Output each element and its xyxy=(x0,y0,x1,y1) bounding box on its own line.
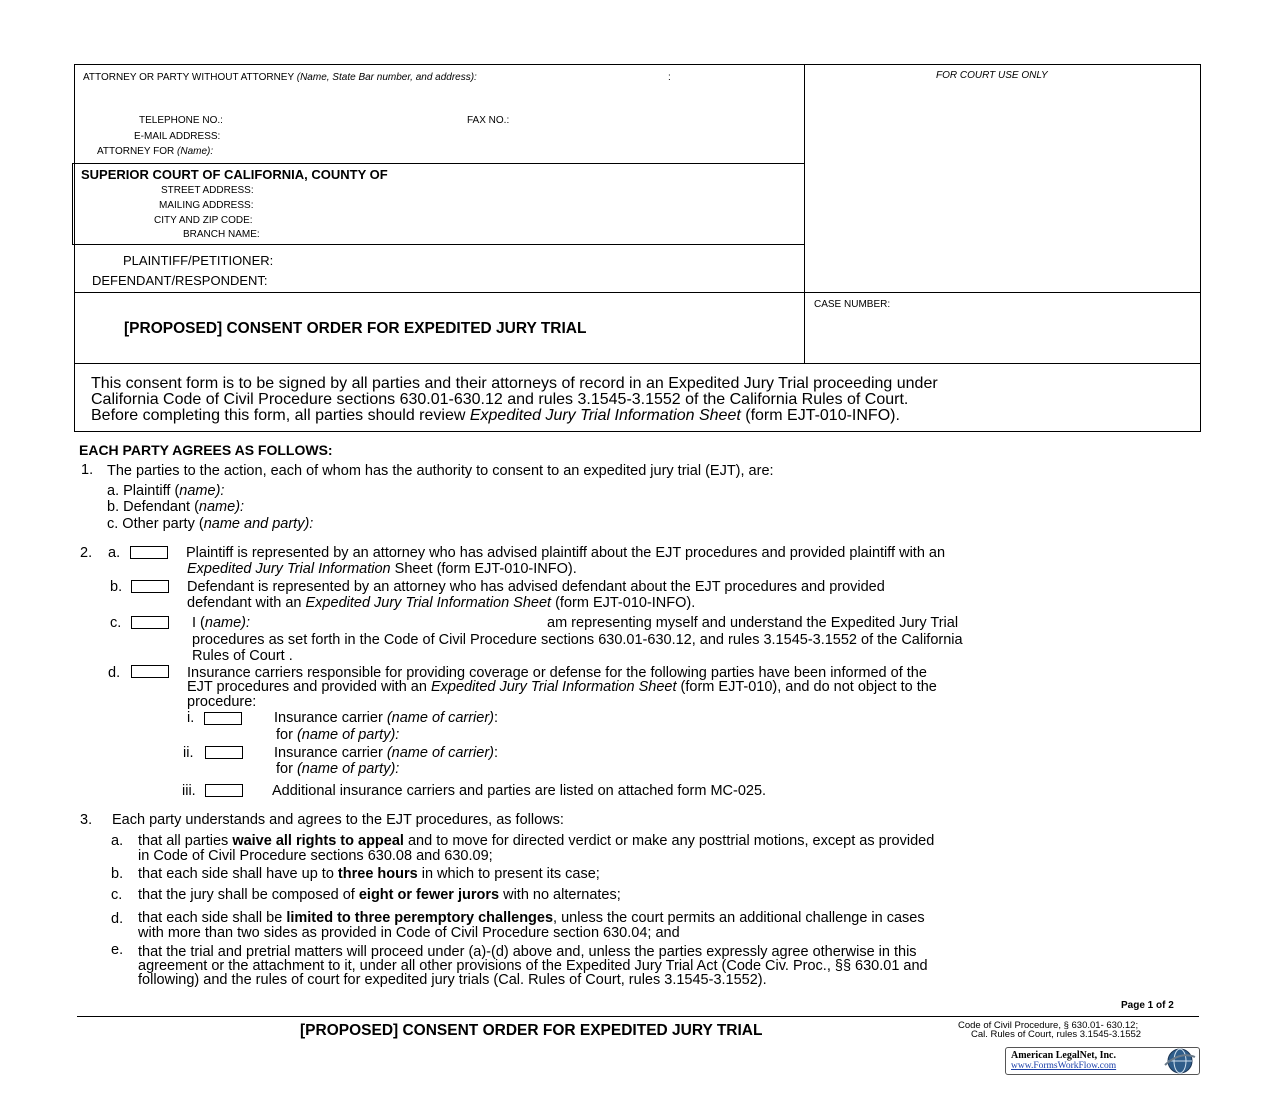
item2b-line-1: Defendant is represented by an attorney who has advised defendant about the EJT procedures and provided xyxy=(187,579,885,595)
item2d-i-checkbox[interactable] xyxy=(204,712,242,725)
footer-cite-1: Code of Civil Procedure, § 630.01- 630.12; xyxy=(958,1020,1139,1031)
agrees-heading: EACH PARTY AGREES AS FOLLOWS: xyxy=(79,442,333,458)
court-use-label: FOR COURT USE ONLY xyxy=(936,70,1048,81)
item3a-line-2: in Code of Civil Procedure sections 630.08 and 630.09; xyxy=(138,848,493,864)
item2d-checkbox[interactable] xyxy=(131,665,169,678)
item3e-line-3: following) and the rules of court for expedited jury trials (Cal. Rules of Court, rules 3.1545-3.1552). xyxy=(138,972,767,988)
item2c-line-1-name: I (name): xyxy=(192,615,251,631)
item2c-line-1: am representing myself and understand the Expedited Jury Trial xyxy=(547,615,959,631)
item3d-line-2: with more than two sides as provided in Code of Civil Procedure section 630.04; and xyxy=(138,925,680,941)
court-divider xyxy=(72,244,805,245)
item2c-line-3: Rules of Court . xyxy=(192,648,293,664)
item2-number: 2. xyxy=(80,545,93,561)
item2d-i-carrier: Insurance carrier (name of carrier): xyxy=(274,710,499,726)
item3-number: 3. xyxy=(80,812,93,828)
item3a-letter: a. xyxy=(111,833,124,849)
item1-plaintiff: a. Plaintiff (name): xyxy=(107,483,225,499)
item3e-letter: e. xyxy=(111,942,124,958)
item2c-line-2: procedures as set forth in the Code of Civil Procedure sections 630.01-630.12, and rules 3.1545-3.1552 of the California xyxy=(192,632,963,648)
item2c-letter: c. xyxy=(110,615,122,631)
item3c-letter: c. xyxy=(111,887,123,903)
city-zip-label: CITY AND ZIP CODE: xyxy=(154,215,253,226)
item2d-ii-checkbox[interactable] xyxy=(205,746,243,759)
branch-name-label: BRANCH NAME: xyxy=(183,229,260,240)
parties-divider xyxy=(74,292,1201,293)
item2a-letter: a. xyxy=(108,545,121,561)
case-number-label: CASE NUMBER: xyxy=(814,299,891,310)
telephone-label: TELEPHONE NO.: xyxy=(139,115,223,126)
email-label: E-MAIL ADDRESS: xyxy=(134,131,221,142)
item2a-line-2: Expedited Jury Trial Information Sheet (form EJT-010-INFO). xyxy=(187,561,577,577)
item2a-line-1: Plaintiff is represented by an attorney who has advised plaintiff about the EJT procedures and provided plaintiff with an xyxy=(186,545,946,561)
item3e-line-2: agreement or the attachment to it, under all other provisions of the Expedited Jury Trial Act (Code Civ. Proc., §§ 630.01 and xyxy=(138,958,928,974)
globe-icon xyxy=(1162,1046,1198,1076)
item2a-checkbox[interactable] xyxy=(130,546,168,559)
item2d-line-2: EJT procedures and provided with an Expedited Jury Trial Information Sheet (form EJT-010), and do not object to the xyxy=(187,679,937,695)
item2d-iii-text: Additional insurance carriers and parties are listed on attached form MC-025. xyxy=(272,783,767,799)
attorney-divider xyxy=(72,163,805,164)
court-name-label: SUPERIOR COURT OF CALIFORNIA, COUNTY OF xyxy=(81,167,388,182)
attorney-colon: : xyxy=(668,72,671,83)
item1-defendant: b. Defendant (name): xyxy=(107,499,245,515)
caption-divider xyxy=(804,64,805,364)
item3a-line-1: that all parties waive all rights to appeal and to move for directed verdict or make any posttrial motions, except as provided xyxy=(138,833,935,849)
item2d-iii-checkbox[interactable] xyxy=(205,784,243,797)
fax-label: FAX NO.: xyxy=(467,115,510,126)
item2d-iii-number: iii. xyxy=(182,783,196,799)
item3b-letter: b. xyxy=(111,866,124,882)
brand-name: American LegalNet, Inc. xyxy=(1011,1050,1116,1061)
item2b-line-2: defendant with an Expedited Jury Trial Information Sheet (form EJT-010-INFO). xyxy=(187,595,696,611)
item2d-i-party: for (name of party): xyxy=(276,727,400,743)
item1-text: The parties to the action, each of whom has the authority to consent to an expedited jury trial (EJT), are: xyxy=(107,463,774,479)
item2d-ii-carrier: Insurance carrier (name of carrier): xyxy=(274,745,499,761)
item2d-ii-number: ii. xyxy=(183,745,194,761)
footer-rule xyxy=(77,1016,1199,1017)
intro-line-3: Before completing this form, all parties should review Expedited Jury Trial Information Sheet (form EJT-010-INFO). xyxy=(91,407,900,424)
page-number: Page 1 of 2 xyxy=(1121,1000,1174,1011)
mailing-address-label: MAILING ADDRESS: xyxy=(159,200,254,211)
court-left-edge xyxy=(72,163,73,245)
item3d-line-1: that each side shall be limited to three peremptory challenges, unless the court permits an additional challenge in cases xyxy=(138,910,925,926)
item2d-line-1: Insurance carriers responsible for providing coverage or defense for the following parties have been informed of the xyxy=(187,665,927,681)
intro-line-1: This consent form is to be signed by all parties and their attorneys of record in an Expedited Jury Trial proceeding under xyxy=(91,375,938,392)
footer-title: [PROPOSED] CONSENT ORDER FOR EXPEDITED JURY TRIAL xyxy=(300,1022,763,1039)
item2d-i-number: i. xyxy=(187,710,195,726)
attorney-for-label: ATTORNEY FOR (Name): xyxy=(97,146,214,157)
attorney-label: ATTORNEY OR PARTY WITHOUT ATTORNEY (Name, State Bar number, and address): xyxy=(83,72,477,83)
defendant-label: DEFENDANT/RESPONDENT: xyxy=(92,273,268,288)
item3e-line-1: that the trial and pretrial matters will proceed under (a)-(d) above and, unless the parties expressly agree otherwise in this xyxy=(138,944,917,960)
footer-cite-2: Cal. Rules of Court, rules 3.1545-3.1552 xyxy=(971,1029,1142,1040)
item2c-checkbox[interactable] xyxy=(131,616,169,629)
item3c-text: that the jury shall be composed of eight or fewer jurors with no alternates; xyxy=(138,887,621,903)
item2b-checkbox[interactable] xyxy=(131,580,169,593)
item2b-letter: b. xyxy=(110,579,123,595)
item2d-letter: d. xyxy=(108,665,121,681)
item3-text: Each party understands and agrees to the EJT procedures, as follows: xyxy=(112,812,564,828)
form-title: [PROPOSED] CONSENT ORDER FOR EXPEDITED JURY TRIAL xyxy=(124,320,587,337)
item2d-ii-party: for (name of party): xyxy=(276,761,400,777)
intro-line-2: California Code of Civil Procedure sections 630.01-630.12 and rules 3.1545-3.1552 of the California Rules of Court. xyxy=(91,391,909,408)
item3b-text: that each side shall have up to three hours in which to present its case; xyxy=(138,866,600,882)
brand-url[interactable]: www.FormsWorkFlow.com xyxy=(1011,1061,1117,1071)
item2d-line-3: procedure: xyxy=(187,694,257,710)
item3d-letter: d. xyxy=(111,911,124,927)
plaintiff-label: PLAINTIFF/PETITIONER: xyxy=(123,253,274,268)
caption-box xyxy=(74,64,1201,364)
street-address-label: STREET ADDRESS: xyxy=(161,185,254,196)
item1-number: 1. xyxy=(81,462,94,478)
item1-other-party: c. Other party (name and party): xyxy=(107,516,314,532)
